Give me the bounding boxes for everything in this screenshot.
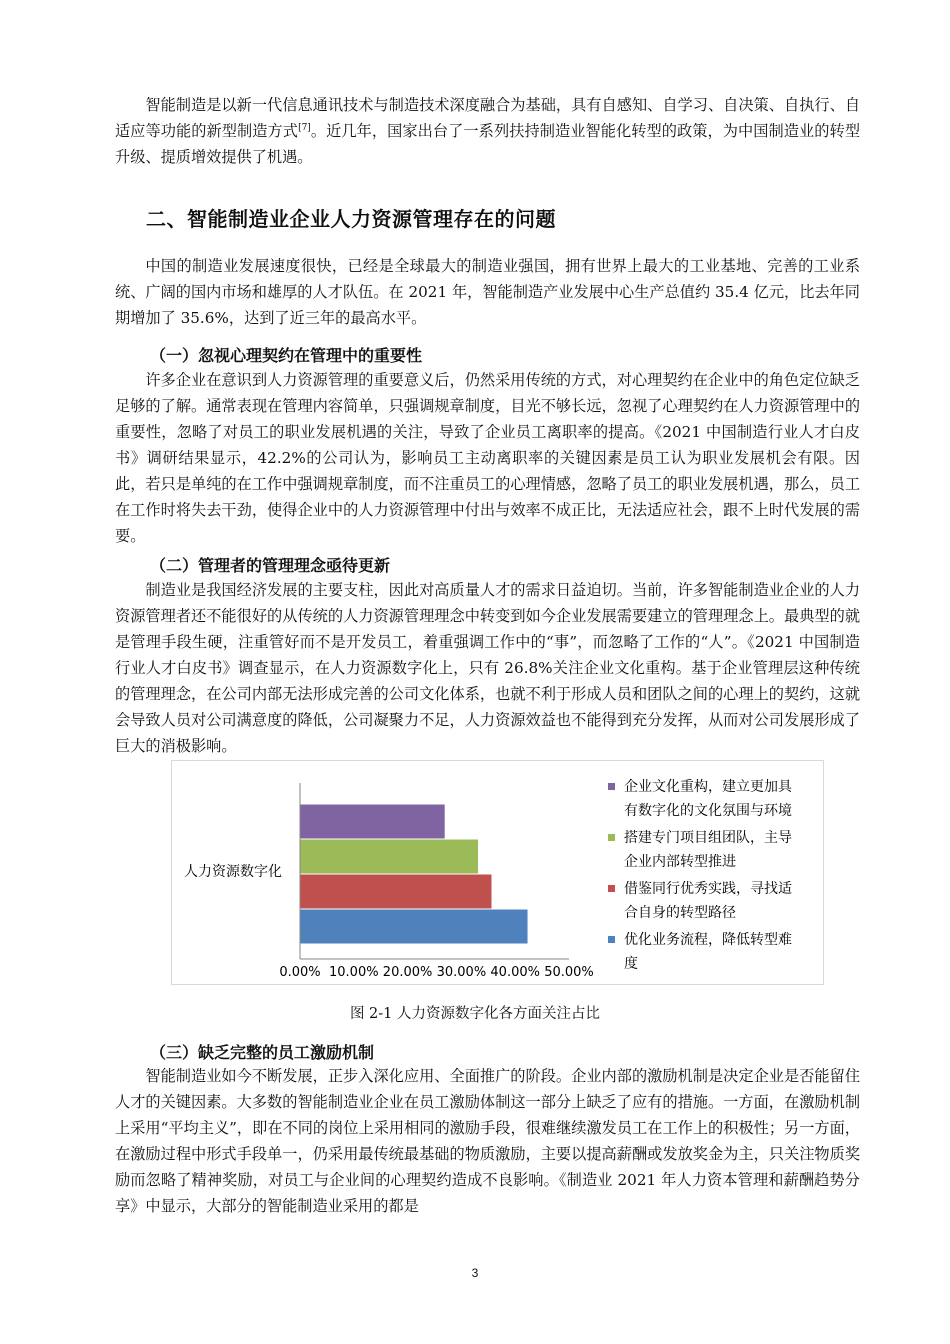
x-tick-label: 50.00%	[544, 965, 594, 980]
legend-label: 企业内部转型推进	[624, 854, 736, 870]
legend-label: 搭建专门项目组团队，主导	[624, 830, 792, 846]
legend-label: 度	[624, 956, 638, 972]
bar-4	[301, 910, 528, 944]
legend-swatch-2	[608, 834, 615, 841]
legend-label: 有数字化的文化氛围与环境	[624, 803, 792, 819]
legend-label: 借鉴同行优秀实践，寻找适	[624, 881, 792, 897]
citation-ref: [7]	[298, 123, 311, 133]
bar-3	[301, 875, 492, 909]
legend-label: 合自身的转型路径	[624, 905, 736, 921]
subsection-heading-1: （一）忽视心理契约在管理中的重要性	[150, 346, 423, 365]
legend-swatch-1	[608, 783, 615, 790]
x-tick-label: 30.00%	[436, 965, 487, 980]
legend-swatch-3	[608, 885, 615, 892]
figure-caption: 图 2-1 人力资源数字化各方面关注占比	[349, 1006, 601, 1022]
section-heading: 二、智能制造业企业人力资源管理存在的问题	[146, 207, 556, 231]
x-tick-label: 40.00%	[490, 965, 540, 980]
bar-chart	[172, 761, 823, 984]
figure-chart	[171, 760, 824, 985]
subsection-paragraph-3: 智能制造业如今不断发展，正步入深化应用、全面推广的阶段。企业内部的激励机制是决定企业是否能留住人才的关键因素。大多数的智能制造业企业在员工激励体制这一部分上缺乏了应有的措施。一方面，在激励机制上采用“平均主义”，即在不同的岗位上采用相同的激励手段，很难继续激发员工在工作上的积极性；另一方面，在激励过程中形式手段单一，仍采用最传统最基础的物质激励，主要以提高薪酬或发放奖金为主，只关注物质奖励而忽略了精神奖励，对员工与企业间的心理契约造成不良影响。《制造业 2021 年人力资本管理和薪酬趋势分享》中显示，大部分的智能制造业采用的都是	[115, 1067, 860, 1215]
intro-text-cont: 。近几年，国家出台了一系列扶持制造业智能化转型的政策，为中国制造业的转型升级、提质增效提供了机遇。	[115, 122, 861, 166]
subsection-heading-3: （三）缺乏完整的员工激励机制	[150, 1043, 375, 1062]
subsection-paragraph-2: 制造业是我国经济发展的主要支柱，因此对高质量人才的需求日益迫切。当前，许多智能制造业企业的人力资源管理者还不能很好的从传统的人力资源管理理念中转变到如今企业发展需要建立的管理理念上。最典型的就是管理手段生硬，注重管好而不是开发员工，着重强调工作中的“事”，而忽略了工作的“人”。《2021 中国制造行业人才白皮书》调查显示，在人力资源数字化上，只有 26.8%关注企业文化重构。基于企业管理层这种传统的管理理念，在公司内部无法形成完善的公司文化体系，也就不利于形成人员和团队之间的心理上的契约，这就会导致人员对公司满意度的降低，公司凝聚力不足，人力资源效益也不能得到充分发挥，从而对公司发展形成了巨大的消极影响。	[115, 581, 860, 755]
legend-label: 企业文化重构，建立更加具	[624, 779, 792, 795]
x-tick-label: 20.00%	[382, 965, 433, 980]
subsection-paragraph-1: 许多企业在意识到人力资源管理的重要意义后，仍然采用传统的方式，对心理契约在企业中的角色定位缺乏足够的了解。通常表现在管理内容简单，只强调规章制度，目光不够长远，忽视了心理契约在人力资源管理中的重要性，忽略了对员工的职业发展机遇的关注，导致了企业员工离职率的提高。《2021 中国制造行业人才白皮书》调研结果显示，42.2%的公司认为，影响员工主动离职率的关键因素是员工认为职业发展机会有限。因此，若只是单纯的在工作中强调规章制度，而不注重员工的心理情感，忽略了员工的职业发展机遇，那么，员工在工作时将失去干劲，使得企业中的人力资源管理中付出与效率不成正比，无法适应社会，跟不上时代发展的需要。	[115, 371, 860, 545]
x-tick-label: 10.00%	[329, 965, 379, 980]
category-label: 人力资源数字化	[184, 864, 282, 880]
page-number: 3	[471, 1266, 479, 1280]
bar-1	[301, 805, 445, 839]
x-tick-label: 0.00%	[279, 965, 321, 980]
section-intro-paragraph: 中国的制造业发展速度很快，已经是全球最大的制造业强国，拥有世界上最大的工业基地、完善的工业系统、广阔的国内市场和雄厚的人才队伍。在 2021 年，智能制造产业发展中心生产总值约 35.4 亿元，比去年同期增加了 35.6%，达到了近三年的最高水平。	[115, 257, 860, 327]
legend-label: 优化业务流程，降低转型难	[624, 932, 792, 948]
subsection-heading-2: （二）管理者的管理理念亟待更新	[150, 556, 391, 575]
intro-paragraph	[115, 92, 860, 170]
legend-swatch-4	[608, 936, 615, 943]
intro-text: 智能制造是以新一代信息通讯技术与制造技术深度融合为基础，具有自感知、自学习、自决策、自执行、自适应等功能的新型制造方式	[115, 96, 860, 140]
bar-2	[301, 840, 479, 874]
